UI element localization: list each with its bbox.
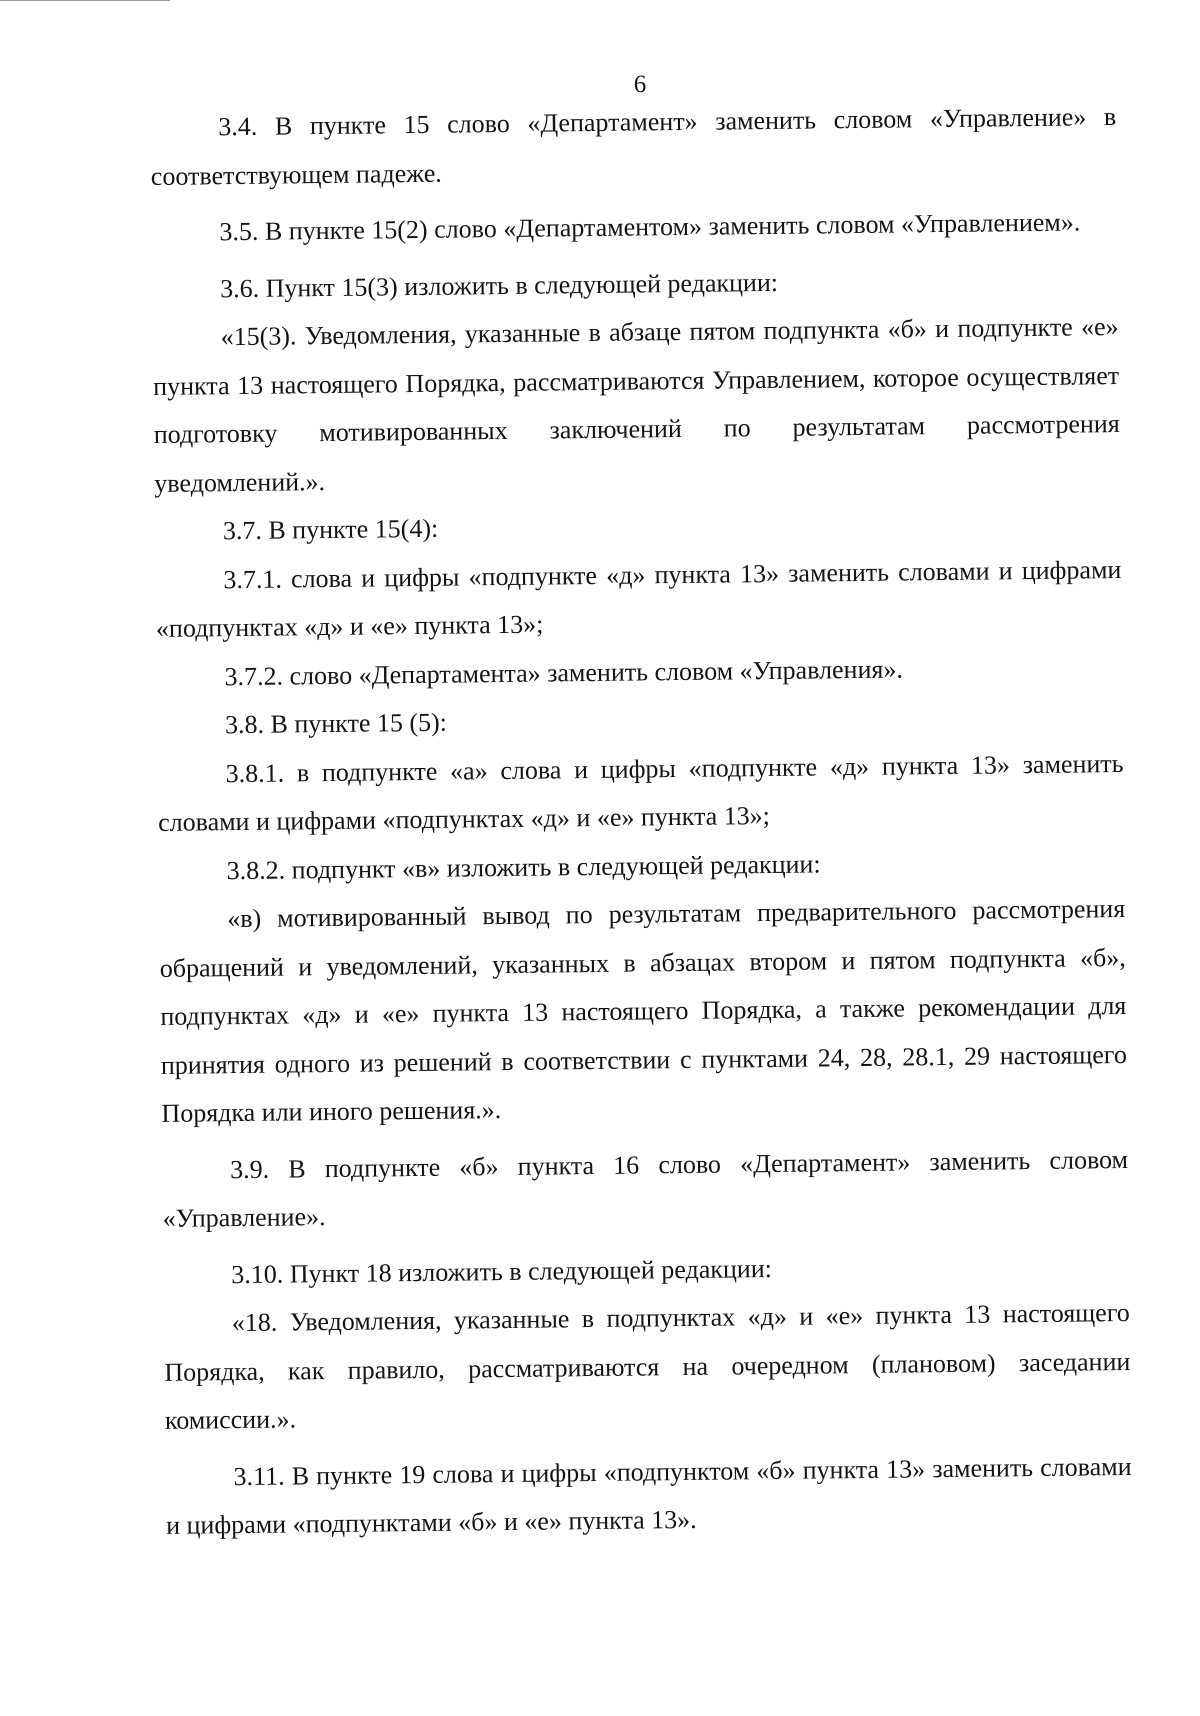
page-number: 6: [633, 71, 647, 98]
paragraph-18-quote: «18. Уведомления, указанные в подпунктах «д» и «е» пункта 13 настоящего Порядка, как правило, рассматриваются на очередном (плановом) заседании комиссии.».: [164, 1297, 1131, 1435]
paragraph-3-7-1: 3.7.1. слова и цифры «подпункте «д» пункта 13» заменить словами и цифрами «подпунктах «д» и «е» пункта 13»;: [155, 554, 1122, 643]
paragraph-3-8-2: 3.8.2. подпункт «в» изложить в следующей редакции:: [226, 848, 821, 885]
paragraph-3-11: 3.11. В пункте 19 слова и цифры «подпунктом «б» пункта 13» заменить словами и цифрами «подпунктами «б» и «е» пункта 13».: [165, 1451, 1132, 1540]
paragraph-3-10: 3.10. Пункт 18 изложить в следующей редакции:: [231, 1253, 773, 1289]
paragraph-3-5: 3.5. В пункте 15(2) слово «Департаментом» заменить словом «Управлением».: [219, 207, 1081, 247]
paragraph-3-8: 3.8. В пункте 15 (5):: [224, 707, 448, 740]
scan-edge-line: [0, 0, 170, 1]
paragraph-3-7-2: 3.7.2. слово «Департамента» заменить словом «Управления».: [224, 653, 904, 691]
paragraph-3-4: 3.4. В пункте 15 слово «Департамент» заменить словом «Управление» в соответствующем падеже.: [150, 102, 1117, 191]
paragraph-15-3-quote: «15(3). Уведомления, указанные в абзаце пятом подпункта «б» и подпункте «е» пункта 13 настоящего Порядка, рассматриваются Управлением, которое осуществляет подготовку мотивированных заключений по результатам рассмотрения уведомлений.».: [153, 312, 1120, 498]
paragraph-v-quote: «в) мотивированный вывод по результатам предварительного рассмотрения обращений и уведомлений, указанных в абзацах втором и пятом подпункта «б», подпунктах «д» и «е» пункта 13 настоящего Порядка, а также рекомендации для принятия одного из решений в соответствии с пунктами 24, 28, 28.1, 29 настоящего Порядка или иного решения.».: [159, 893, 1128, 1128]
paragraph-3-7: 3.7. В пункте 15(4):: [222, 513, 439, 546]
paragraph-3-9: 3.9. В подпункте «б» пункта 16 слово «Департамент» заменить словом «Управление».: [162, 1144, 1129, 1233]
paragraph-3-8-1: 3.8.1. в подпункте «а» слова и цифры «подпункте «д» пункта 13» заменить словами и цифрами «подпунктах «д» и «е» пункта 13»;: [157, 748, 1124, 837]
paragraph-3-6: 3.6. Пункт 15(3) изложить в следующей редакции:: [219, 267, 779, 303]
document-body: [150, 93, 1132, 1550]
